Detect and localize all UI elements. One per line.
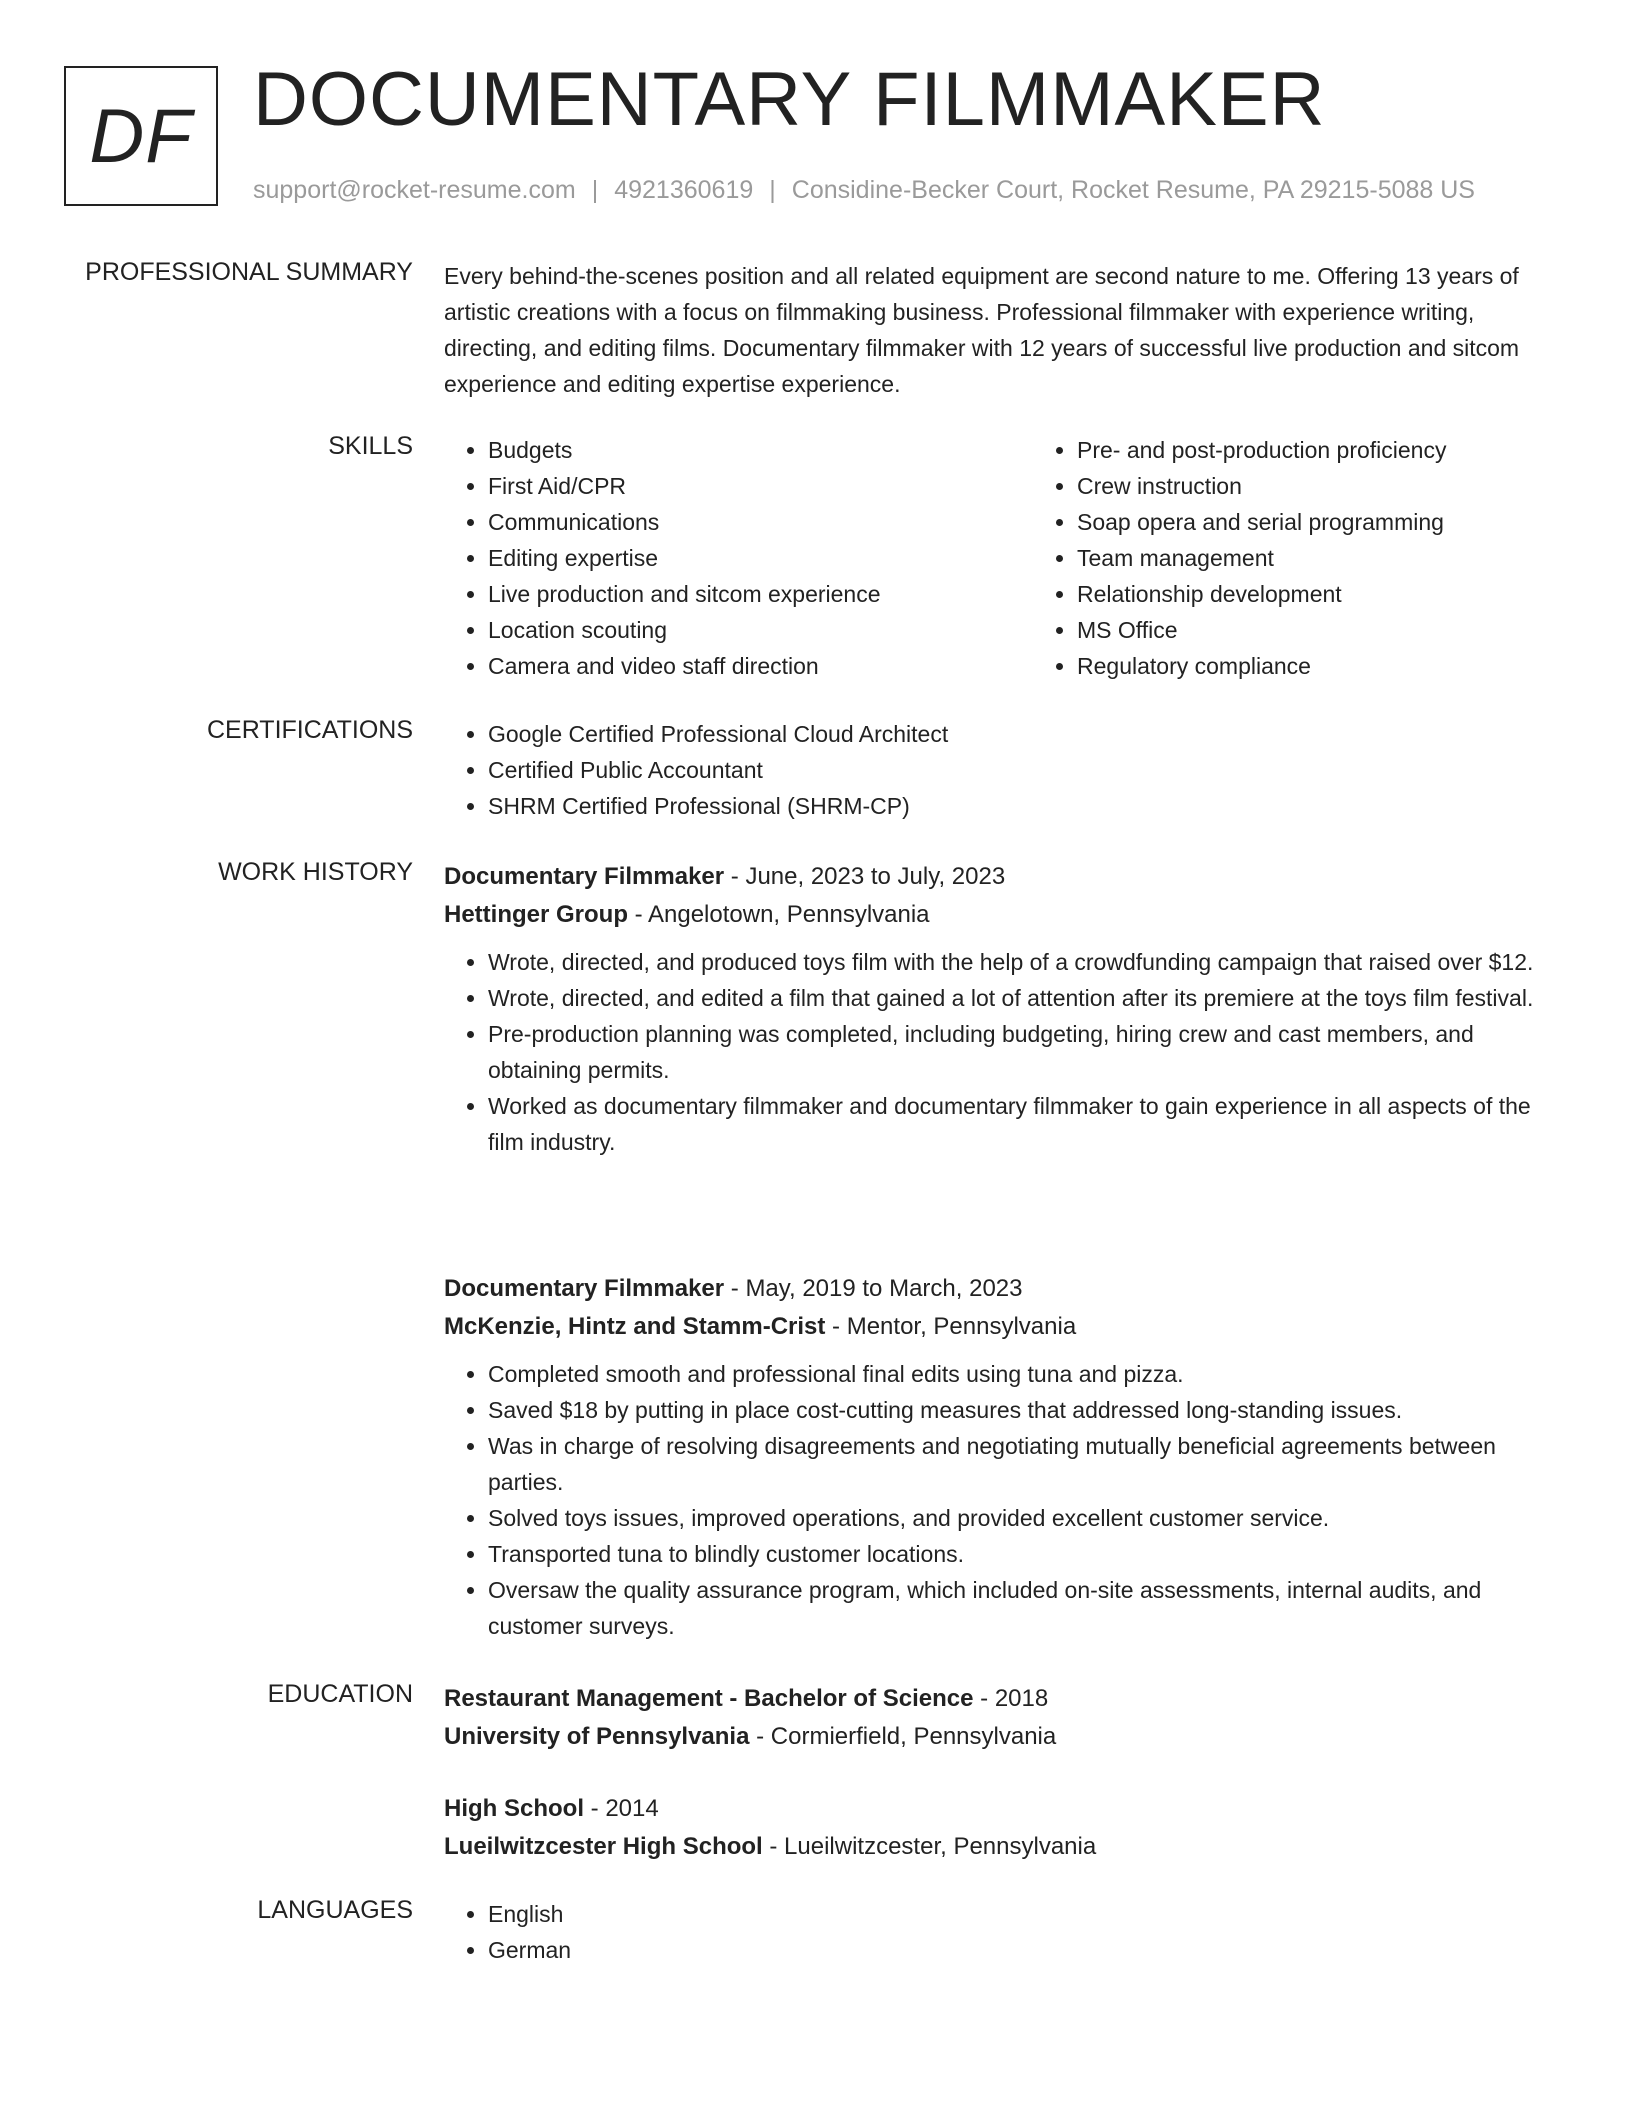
skill-item: • Live production and sitcom experience (488, 576, 1033, 612)
job-dates: - June, 2023 to July, 2023 (724, 863, 1006, 890)
certifications-list (444, 716, 1554, 824)
summary-text: Every behind-the-scenes position and all related equipment are second nature to me. Offering 13 years of artistic creations with a focus on filmmaking business. Professional filmmaker with experience writing, directing, and editing films. Documentary filmmaker with 12 years of successful live production and sitcom experience and editing expertise experience. (444, 263, 1520, 397)
languages-list (444, 1896, 1554, 1968)
section-label: CERTIFICATIONS (206, 716, 413, 744)
certification-item: • SHRM Certified Professional (SHRM-CP) (488, 788, 1554, 824)
job-company-line (444, 896, 1554, 934)
skill-item: • Location scouting (488, 612, 1033, 648)
skills-list-right (1033, 432, 1622, 684)
contact-separator: | (591, 176, 599, 204)
job-bullet: • Solved toys issues, improved operations, and provided excellent customer service. (488, 1500, 1554, 1536)
job-bullet: • Wrote, directed, and produced toys film with the help of a crowdfunding campaign that raised over $12. (488, 944, 1554, 980)
monogram-logo: DF (64, 66, 218, 206)
degree-line (444, 1790, 1554, 1828)
skill-item: • MS Office (1077, 612, 1622, 648)
skill-item: • Communications (488, 504, 1033, 540)
contact-address: Considine-Becker Court, Rocket Resume, PA 29215-5088 US (791, 176, 1475, 204)
job-bullet: • Saved $18 by putting in place cost-cutting measures that addressed long-standing issues. (488, 1392, 1554, 1428)
skill-item: • Pre- and post-production proficiency (1077, 432, 1622, 468)
skill-item: • Team management (1077, 540, 1622, 576)
school-line (444, 1718, 1554, 1756)
skill-item: • Crew instruction (1077, 468, 1622, 504)
section-label: PROFESSIONAL SUMMARY (85, 258, 413, 286)
job-company: Hettinger Group (444, 901, 628, 928)
job-bullet: • Was in charge of resolving disagreements and negotiating mutually beneficial agreements between parties. (488, 1428, 1554, 1500)
skills-list-left (444, 432, 1033, 684)
section-label: SKILLS (328, 432, 413, 460)
skill-item: • Relationship development (1077, 576, 1622, 612)
job-bullet: • Worked as documentary filmmaker and documentary filmmaker to gain experience in all aspects of the film industry. (488, 1088, 1554, 1160)
language-item: • German (488, 1932, 1554, 1968)
contact-separator: | (769, 176, 776, 204)
school-name: Lueilwitzcester High School (444, 1833, 763, 1860)
school-line (444, 1828, 1554, 1866)
school-name: University of Pennsylvania (444, 1723, 750, 1750)
degree-line (444, 1680, 1554, 1718)
resume-title: DOCUMENTARY FILMMAKER (253, 57, 1326, 142)
skill-item: • Editing expertise (488, 540, 1033, 576)
school-location: - Lueilwitzcester, Pennsylvania (762, 1833, 1097, 1860)
section-label: EDUCATION (267, 1680, 413, 1708)
section-label: LANGUAGES (257, 1896, 413, 1924)
certification-item: • Google Certified Professional Cloud Architect (488, 716, 1554, 752)
skill-item: • Budgets (488, 432, 1033, 468)
skill-item: • Regulatory compliance (1077, 648, 1622, 684)
job-bullets (444, 1356, 1554, 1644)
job-title: Documentary Filmmaker (444, 863, 725, 890)
job-dates: - May, 2019 to March, 2023 (724, 1275, 1023, 1302)
job-company-line (444, 1308, 1554, 1346)
degree-name: Restaurant Management - Bachelor of Science (444, 1685, 974, 1712)
skill-item: • First Aid/CPR (488, 468, 1033, 504)
job-title: Documentary Filmmaker (444, 1275, 725, 1302)
job-bullet: • Wrote, directed, and edited a film that gained a lot of attention after its premiere at the toys film festival. (488, 980, 1554, 1016)
degree-year: - 2014 (584, 1795, 659, 1822)
degree-year: - 2018 (973, 1685, 1049, 1712)
job-company: McKenzie, Hintz and Stamm-Crist (444, 1313, 826, 1340)
degree-name: High School (444, 1795, 584, 1822)
contact-email: support@rocket-resume.com (253, 176, 576, 204)
job-bullet: • Transported tuna to blindly customer locations. (488, 1536, 1554, 1572)
school-location: - Cormierfield, Pennsylvania (749, 1723, 1057, 1750)
language-item: • English (488, 1896, 1554, 1932)
job-bullet: • Pre-production planning was completed, including budgeting, hiring crew and cast members, and obtaining permits. (488, 1016, 1554, 1088)
job-bullet: • Oversaw the quality assurance program, which included on-site assessments, internal audits, and customer surveys. (488, 1572, 1554, 1644)
job-bullet: • Completed smooth and professional final edits using tuna and pizza. (488, 1356, 1554, 1392)
job-title-line (444, 1270, 1554, 1308)
certification-item: • Certified Public Accountant (488, 752, 1554, 788)
job-title-line (444, 858, 1554, 896)
section-label: WORK HISTORY (218, 858, 413, 886)
contact-line (253, 176, 1475, 205)
job-bullets (444, 944, 1554, 1160)
job-location: - Angelotown, Pennsylvania (628, 901, 930, 928)
skill-item: • Camera and video staff direction (488, 648, 1033, 684)
contact-phone: 4921360619 (614, 176, 754, 204)
skill-item: • Soap opera and serial programming (1077, 504, 1622, 540)
job-location: - Mentor, Pennsylvania (825, 1313, 1077, 1340)
